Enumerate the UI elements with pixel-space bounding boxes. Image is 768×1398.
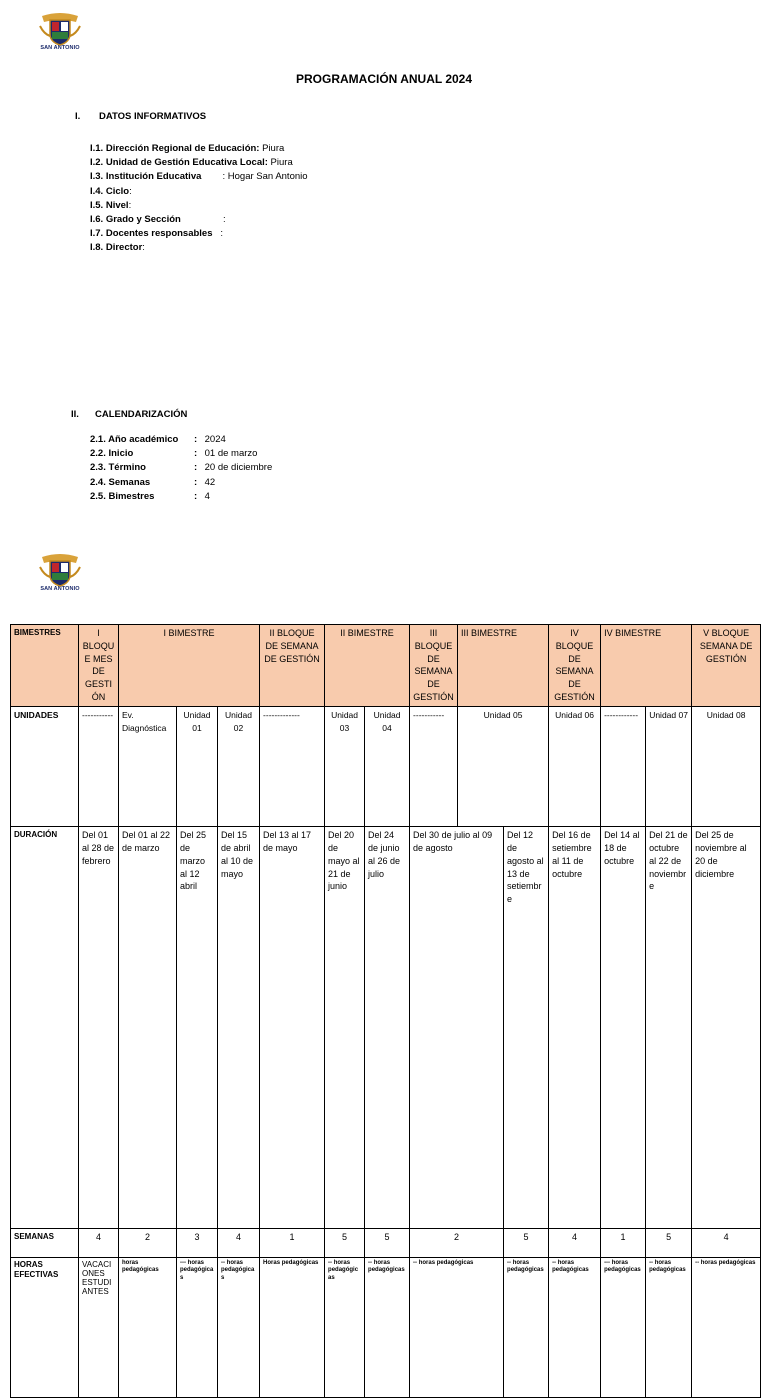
item-value: : Hogar San Antonio (201, 171, 308, 183)
info-item (90, 185, 308, 199)
table-row (11, 707, 761, 827)
calendar-item: 2.1. Año académico : 2024 (90, 433, 272, 447)
calendar-key: 2.5. Bimestres (90, 490, 155, 502)
calendar-item: 2.4. Semanas : 42 (90, 476, 272, 490)
item-label: Docentes responsables (105, 228, 213, 240)
item-value: : (180, 214, 226, 226)
shield-crest-icon (36, 553, 84, 587)
calendar-value: 42 (204, 476, 216, 488)
header-bimestre-3: III BIMESTRE (458, 625, 549, 707)
item-number: I.7. (90, 228, 104, 240)
calendar-list (90, 433, 272, 504)
item-value: : (129, 185, 132, 197)
info-item (90, 170, 308, 184)
section-title: DATOS INFORMATIVOS (99, 111, 207, 122)
info-item (90, 213, 308, 227)
table-cell: 5 (504, 1228, 549, 1257)
table-cell: -- horas pedagógicas (549, 1257, 601, 1397)
table-cell: Del 14 al 18 de octubre (601, 827, 646, 1229)
section-heading-datos (75, 111, 206, 122)
table-cell: --- horas pedagógicas (177, 1257, 218, 1397)
calendar-key: 2.3. Término (90, 462, 146, 474)
table-cell: Horas pedagógicas (260, 1257, 325, 1397)
page-title: PROGRAMACIÓN ANUAL 2024 (295, 72, 473, 86)
calendar-key: 2.4. Semanas (90, 476, 151, 488)
row-label-bimestres: BIMESTRES (11, 625, 79, 707)
item-value: Piura (259, 143, 285, 154)
header-bloque-1: I BLOQUE MES DE GESTIÓN (79, 625, 119, 707)
item-number: I.5. (90, 199, 104, 211)
logo-label: SAN ANTONIO (40, 586, 80, 592)
table-cell: -- horas pedagógicas (646, 1257, 692, 1397)
table-cell: Unidad 06 (549, 707, 601, 827)
table-cell: horas pedagógicas (119, 1257, 177, 1397)
table-cell: Unidad 01 (177, 707, 218, 827)
table-cell: Unidad 08 (692, 707, 761, 827)
table-cell: Del 16 de setiembre al 11 de octubre (549, 827, 601, 1229)
item-number: I.6. (90, 214, 104, 226)
calendar-item: 2.3. Término : 20 de diciembre (90, 461, 272, 475)
header-bimestre-1: I BIMESTRE (119, 625, 260, 707)
table-cell: Ev. Diagnóstica (119, 707, 177, 827)
table-cell: Del 13 al 17 de mayo (260, 827, 325, 1229)
table-cell: 1 (601, 1228, 646, 1257)
calendar-value: 20 de diciembre (204, 462, 273, 474)
table-header-row (11, 625, 761, 707)
school-logo (36, 553, 84, 592)
item-label: Director (105, 242, 143, 254)
table-cell: 4 (79, 1228, 119, 1257)
calendar-value: 01 de marzo (204, 448, 258, 460)
table-cell: Unidad 07 (646, 707, 692, 827)
section-title: CALENDARIZACIÓN (95, 409, 188, 420)
header-bimestre-4: IV BIMESTRE (601, 625, 692, 707)
header-bloque-2: II BLOQUE DE SEMANA DE GESTIÓN (260, 625, 325, 707)
row-label-duracion: DURACIÓN (11, 827, 79, 1229)
logo-label: SAN ANTONIO (40, 45, 80, 51)
table-cell: Del 25 de marzo al 12 abril (177, 827, 218, 1229)
shield-crest-icon (36, 12, 84, 46)
item-number: I.2. (90, 157, 104, 169)
table-cell: Del 21 de octubre al 22 de noviembre (646, 827, 692, 1229)
table-cell: 5 (325, 1228, 365, 1257)
table-row (11, 827, 761, 1229)
table-cell: 5 (646, 1228, 692, 1257)
table-cell: Unidad 05 (458, 707, 549, 827)
calendar-value: 4 (204, 490, 210, 502)
table-cell: VACACIONES ESTUDIANTES (79, 1257, 119, 1397)
item-value: : (142, 242, 145, 254)
item-value: : (212, 228, 224, 240)
table-cell: -- horas pedagógicas (325, 1257, 365, 1397)
item-label: Institución Educativa (105, 171, 202, 183)
item-label: Ciclo (105, 185, 130, 197)
table-cell: 4 (549, 1228, 601, 1257)
item-number: I.8. (90, 242, 104, 254)
table-cell: ------------- (260, 707, 325, 827)
table-cell: 5 (365, 1228, 410, 1257)
header-bloque-4: IV BLOQUE DE SEMANA DE GESTIÓN (549, 625, 601, 707)
item-label: Nivel (105, 199, 129, 211)
calendar-key: 2.2. Inicio (90, 448, 134, 460)
section-heading-calendarizacion (71, 409, 187, 420)
calendar-item: 2.2. Inicio : 01 de marzo (90, 447, 272, 461)
item-value: Piura (267, 157, 293, 169)
item-number: I.1. (90, 143, 104, 154)
table-cell: Del 20 de mayo al 21 de junio (325, 827, 365, 1229)
table-cell: ----------- (410, 707, 458, 827)
info-item (90, 199, 308, 213)
table-cell: Del 12 de agosto al 13 de setiembre (504, 827, 549, 1229)
table-cell: 1 (260, 1228, 325, 1257)
header-bloque-5: V BLOQUE SEMANA DE GESTIÓN (692, 625, 761, 707)
table-cell: Del 24 de junio al 26 de julio (365, 827, 410, 1229)
calendar-key: 2.1. Año académico (90, 434, 179, 445)
table-cell: Del 01 al 28 de febrero (79, 827, 119, 1229)
table-cell: 4 (692, 1228, 761, 1257)
table-row (11, 1257, 761, 1397)
item-label: Unidad de Gestión Educativa Local: (105, 157, 268, 169)
item-label: Dirección Regional de Educación: (105, 143, 260, 154)
table-cell: Del 25 de noviembre al 20 de diciembre (692, 827, 761, 1229)
row-label-unidades: UNIDADES (11, 707, 79, 827)
table-cell: 3 (177, 1228, 218, 1257)
calendar-item: 2.5. Bimestres : 4 (90, 490, 272, 504)
table-cell: 2 (410, 1228, 504, 1257)
header-bimestre-2: II BIMESTRE (325, 625, 410, 707)
info-item (90, 227, 308, 241)
info-list (90, 142, 308, 256)
item-value: : (128, 199, 132, 211)
row-label-horas: HORAS EFECTIVAS (11, 1257, 79, 1397)
school-logo (36, 12, 84, 51)
table-cell: -- horas pedagógicas (692, 1257, 761, 1397)
table-cell: 2 (119, 1228, 177, 1257)
calendar-table (10, 624, 761, 1398)
table-cell: --- horas pedagógicas (601, 1257, 646, 1397)
table-cell: Del 30 de julio al 09 de agosto (410, 827, 504, 1229)
item-number: I.4. (90, 185, 104, 197)
info-item (90, 241, 308, 255)
header-bloque-3: III BLOQUE DE SEMANA DE GESTIÓN (410, 625, 458, 707)
info-item (90, 142, 308, 156)
table-cell: Unidad 04 (365, 707, 410, 827)
table-cell: -- horas pedagógicas (504, 1257, 549, 1397)
table-cell: ----------- (79, 707, 119, 827)
table-cell: ------------ (601, 707, 646, 827)
table-cell: -- horas pedagógicas (410, 1257, 504, 1397)
section-number: II. (71, 409, 79, 420)
row-label-semanas: SEMANAS (11, 1228, 79, 1257)
calendar-value: 2024 (204, 434, 226, 445)
table-cell: Del 01 al 22 de marzo (119, 827, 177, 1229)
info-item (90, 156, 308, 170)
table-cell: Del 15 de abril al 10 de mayo (218, 827, 260, 1229)
section-number: I. (75, 111, 81, 122)
table-cell: -- horas pedagógicas (365, 1257, 410, 1397)
table-cell: Unidad 02 (218, 707, 260, 827)
table-cell: -- horas pedagógicas (218, 1257, 260, 1397)
table-cell: Unidad 03 (325, 707, 365, 827)
table-cell: 4 (218, 1228, 260, 1257)
item-number: I.3. (90, 171, 104, 183)
item-label: Grado y Sección (105, 214, 181, 226)
table-row (11, 1228, 761, 1257)
